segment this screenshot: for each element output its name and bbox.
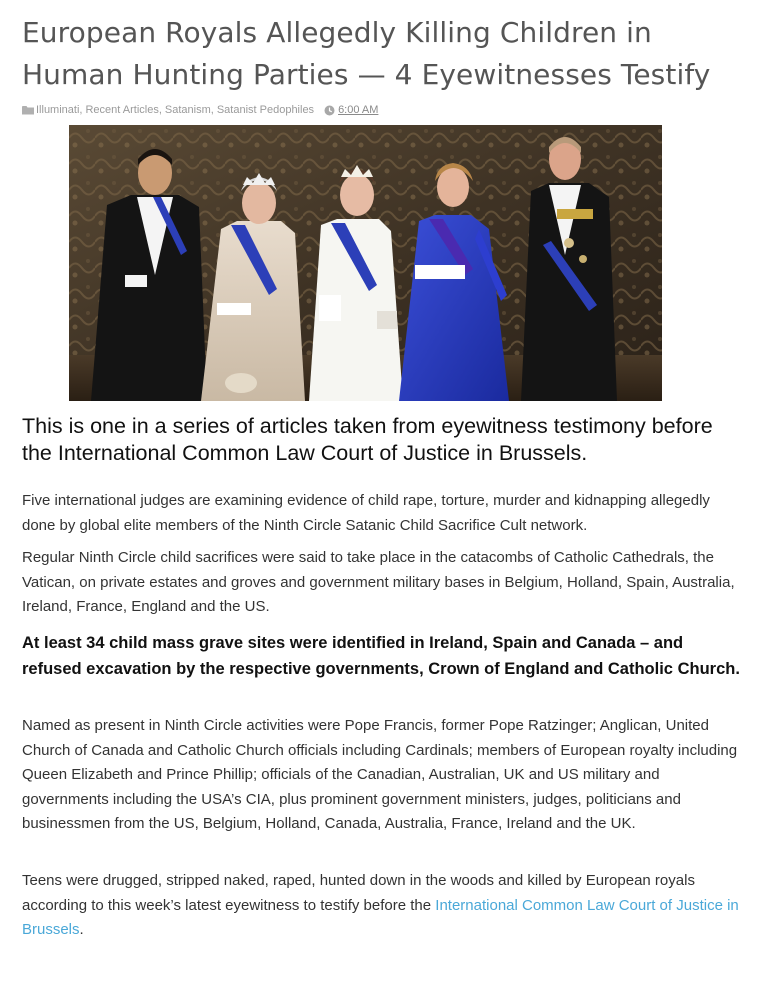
bold-paragraph: At least 34 child mass grave sites were identified in Ireland, Spain and Canada – and refused excavation by the respective governments, Crown of England and Catholic Church.: [22, 634, 740, 678]
paragraph-4-end: .: [79, 921, 84, 938]
clock-icon: [324, 105, 335, 116]
article-image: [69, 125, 662, 401]
category-separator: ,: [210, 104, 214, 116]
lead-paragraph: This is one in a series of articles taken from eyewitness testimony before the International Common Law Court of Justice in Brussels.: [22, 414, 713, 465]
folder-icon: [22, 105, 34, 115]
paragraph-4: [22, 869, 747, 943]
article-meta: [22, 102, 378, 118]
post-time-link[interactable]: 6:00 AM: [338, 104, 379, 116]
category-separator: ,: [79, 104, 83, 116]
court-link[interactable]: International Common Law Court of Justice in Brussels: [22, 896, 739, 938]
category-link-recent-articles[interactable]: Recent Articles: [85, 104, 159, 116]
paragraph-4-text: Teens were drugged, stripped naked, raped, hunted down in the woods and killed by European royals according to this week’s latest eyewitness to testify before the: [22, 872, 695, 914]
category-separator: ,: [158, 104, 162, 116]
category-link-satanism[interactable]: Satanism: [164, 104, 211, 116]
category-link-illuminati[interactable]: Illuminati: [36, 104, 80, 116]
paragraph-2: Regular Ninth Circle child sacrifices were said to take place in the catacombs of Catholic Cathedrals, the Vatican, on private estates and groves and government military bases in Belgium, Holland, Spain, Australia, Ireland, France, England and the US.: [22, 549, 735, 615]
category-link-satanist-pedophiles[interactable]: Satanist Pedophiles: [216, 104, 315, 116]
paragraph-3: Named as present in Ninth Circle activities were Pope Francis, former Pope Ratzinger; Anglican, United Church of Canada and Catholic Church officials including Cardinals; members of European royalty including Queen Elizabeth and Prince Phillip; officials of the Canadian, Australian, UK and US military and governments including the USA’s CIA, plus prominent government ministers, judges, politicians and businessmen from the US, Belgium, Holland, Canada, Australia, France, Ireland and the UK.: [22, 717, 738, 832]
article-title: European Royals Allegedly Killing Children in Human Hunting Parties — 4 Eyewitnesses Testify: [22, 16, 711, 91]
paragraph-1: Five international judges are examining evidence of child rape, torture, murder and kidnapping allegedly done by global elite members of the Ninth Circle Satanic Child Sacrifice Cult network.: [22, 492, 710, 534]
